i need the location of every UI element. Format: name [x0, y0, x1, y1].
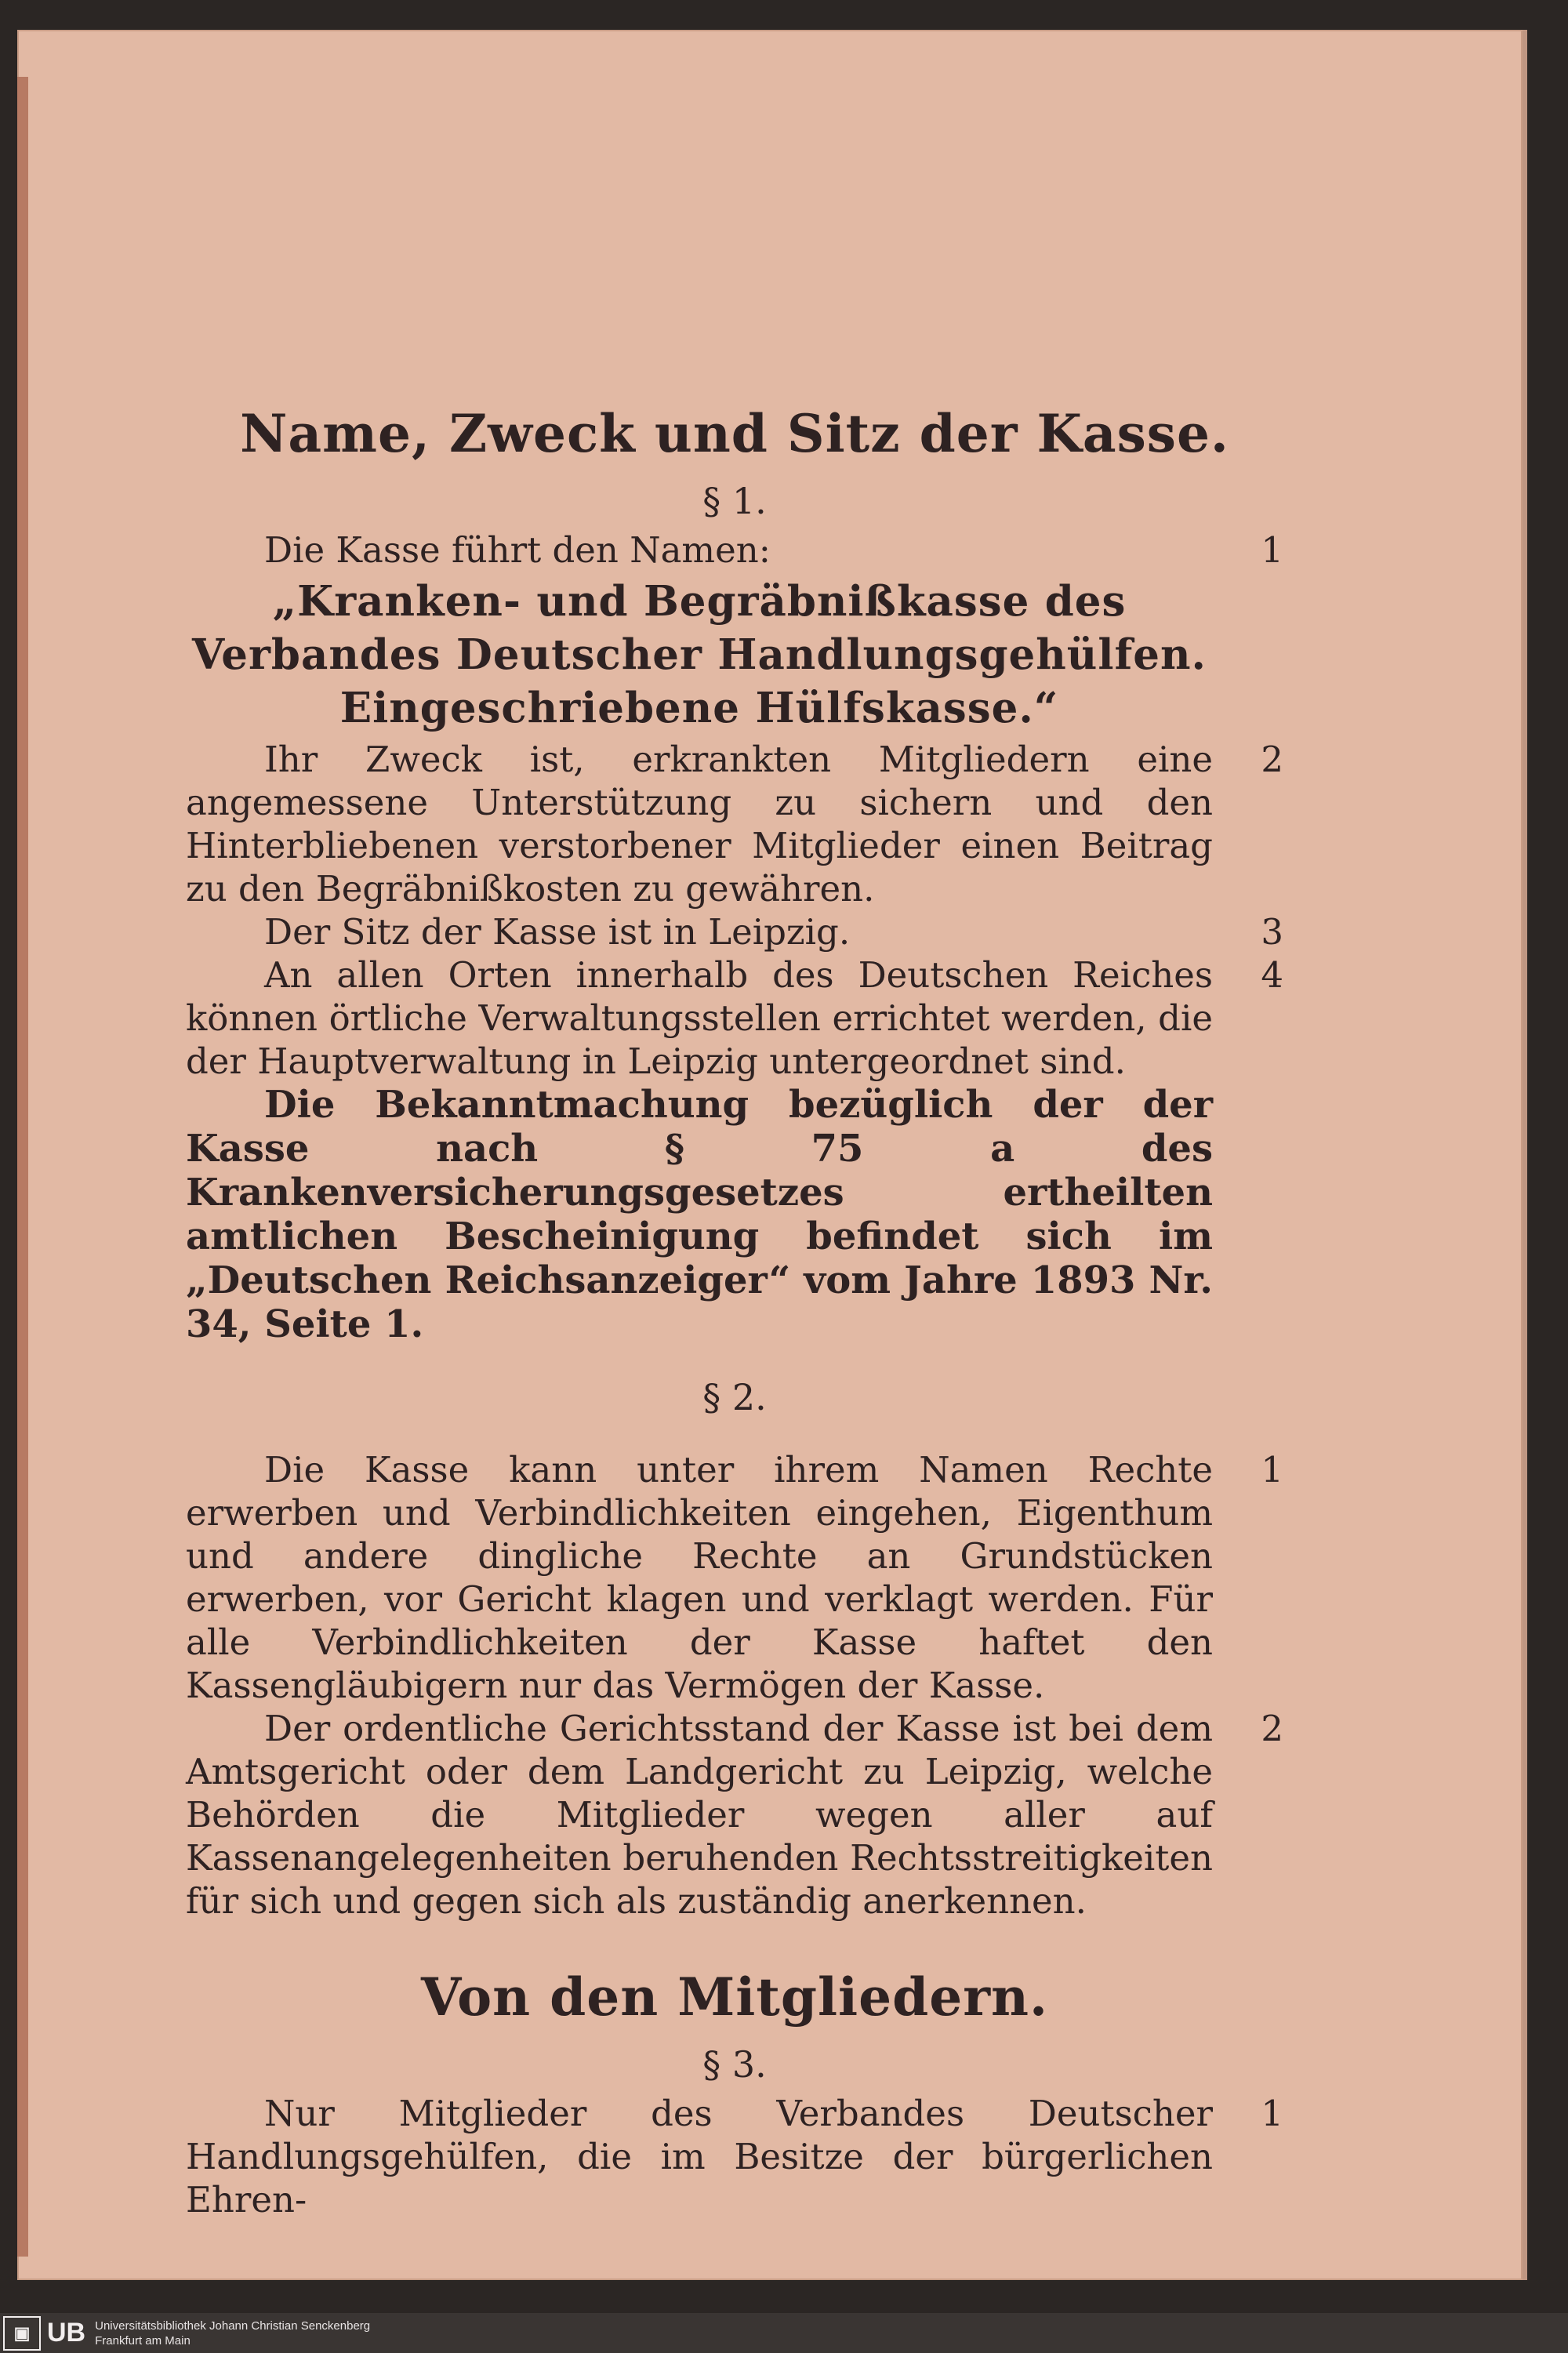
library-logo: [3, 2313, 85, 2353]
section-3-title: § 3.: [702, 2043, 767, 2086]
margin-number: 1: [1261, 2093, 1283, 2134]
paragraph-2-2: [186, 1707, 1283, 1923]
logo-text: UB: [47, 2318, 86, 2348]
paragraph-2-1: [186, 1448, 1283, 1707]
section-1-title: § 1.: [702, 480, 767, 522]
paragraph-1-3: [186, 910, 1283, 953]
margin-number: 2: [1261, 739, 1283, 780]
page-content: [186, 398, 1283, 2221]
library-credit: [95, 2319, 370, 2348]
paragraph-text: Die Kasse führt den Namen:: [264, 529, 771, 571]
paragraph-text: An allen Orten innerhalb des Deutschen Reiches können örtliche Verwaltungsstellen errichtet werden, die der Hauptverwaltung in Leipzig untergeordnet sind.: [186, 954, 1213, 1082]
paragraph-text: Der ordentliche Gerichtsstand der Kasse ist bei dem Amtsgericht oder dem Landgericht zu Leipzig, welche Behörden die Mitglieder wegen aller auf Kassenangelegenheiten beruhenden Rechtsstreitigkeiten für sich und gegen sich als zuständig anerkennen.: [186, 1708, 1213, 1922]
paragraph-1-5: [186, 1083, 1283, 1346]
kasse-name-quote: [186, 575, 1213, 735]
library-emblem-icon: ▣: [3, 2316, 41, 2351]
margin-number: 1: [1261, 529, 1283, 571]
quote-line: Eingeschriebene Hülfskasse.“: [339, 684, 1059, 732]
page-spine: [17, 77, 28, 2257]
quote-line: „Kranken- und Begräbnißkasse des: [272, 577, 1127, 626]
paragraph-text: Die Kasse kann unter ihrem Namen Rechte erwerben und Verbindlichkeiten eingehen, Eigenthum und andere dingliche Rechte an Grundstücken erwerben, vor Gericht klagen und verklagt werden. Für alle Verbindlichkeiten der Kasse haftet den Kassengläubigern nur das Vermögen der Kasse.: [186, 1449, 1213, 1706]
paragraph-1-1: [186, 528, 1283, 572]
margin-number: 1: [1261, 1449, 1283, 1491]
paragraph-1-2: [186, 738, 1283, 910]
quote-line: Verbandes Deutscher Handlungsgehülfen.: [192, 630, 1207, 679]
heading-name-zweck-sitz: Name, Zweck und Sitz der Kasse.: [240, 403, 1229, 464]
heading-von-den-mitgliedern: Von den Mitgliedern.: [420, 1966, 1048, 2028]
margin-number: 4: [1261, 954, 1283, 996]
paragraph-text: Der Sitz der Kasse ist in Leipzig.: [264, 911, 851, 953]
library-footer-bar: [0, 2313, 1568, 2353]
margin-number: 3: [1261, 911, 1283, 953]
library-name: Universitätsbibliothek Johann Christian Senckenberg: [95, 2319, 371, 2333]
section-2-title: § 2.: [702, 1376, 767, 1418]
paragraph-text: Nur Mitglieder des Verbandes Deutscher Handlungsgehülfen, die im Besitze der bürgerlichen Ehren-: [186, 2093, 1213, 2220]
paragraph-text: Ihr Zweck ist, erkrankten Mitgliedern eine angemessene Unterstützung zu sichern und den Hinterbliebenen verstorbener Mitglieder einen Beitrag zu den Begräbnißkosten zu gewähren.: [186, 739, 1213, 910]
paragraph-1-4: [186, 953, 1283, 1083]
announcement-text: Die Bekanntmachung bezüglich der der Kasse nach § 75 a des Krankenversicherungsgesetzes ertheilten amtlichen Bescheinigung befindet sich im „Deutschen Reichsanzeiger“ vom Jahre 1893 Nr. 34, Seite 1.: [186, 1083, 1213, 1346]
library-city: Frankfurt am Main: [95, 2333, 191, 2348]
margin-number: 2: [1261, 1708, 1283, 1749]
paragraph-3-1: [186, 2092, 1283, 2221]
book-page: [17, 30, 1527, 2280]
